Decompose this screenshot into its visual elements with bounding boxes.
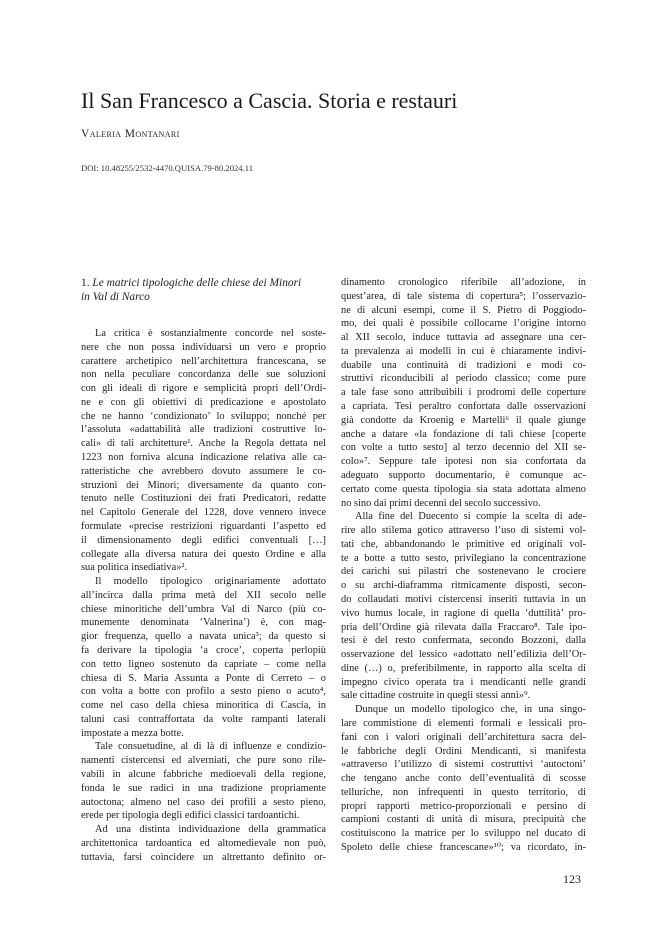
- text-line: Spoleto delle chiese francescane»¹⁰; va ricordato, in-: [341, 842, 586, 854]
- text-line: costituiscono la matrice per lo sviluppo nel ducato di: [341, 828, 586, 840]
- text-line: no sino dai primi decenni del secolo successivo.: [341, 497, 541, 509]
- text-line: La critica è sostanzialmente concorde nel soste-: [95, 328, 326, 339]
- text-line: struttivi riconducibili al periodo classico; come pure: [341, 373, 586, 385]
- text-line: vivo humus locale, in ragione di quella ‘duttilità’ pro-: [341, 607, 586, 619]
- right-column-text: [341, 276, 586, 855]
- text-line: gior frequenza, quello a navata unica³; da questo si: [81, 631, 326, 643]
- text-line: rire allo stilema gotico attraverso l’uso di sistemi vol-: [341, 525, 586, 537]
- author-name: Valeria Montanari: [81, 128, 180, 140]
- text-line: come nel caso della chiesa minoritica di Cascia, in: [81, 700, 326, 712]
- text-line: tesi è del resto confermata, secondo Bozzoni, dalla: [341, 635, 586, 647]
- text-line: tati che, abbandonando le primitive ed originali vol-: [341, 538, 586, 550]
- text-line: lare commistione di elementi formali e lessicali pro-: [341, 718, 586, 729]
- text-line: duabile una continuità di tradizioni e modi co-: [341, 359, 586, 371]
- text-line: cali» di tali architetture¹. Anche la Regola dettata nel: [81, 438, 326, 450]
- text-line: dinamento cronologico riferibile all’adozione, in: [341, 277, 586, 288]
- text-line: chiese minoritiche dell’umbra Val di Narco (più co-: [81, 603, 326, 615]
- text-line: osservazione del lessico «adottato nell’edilizia dell’Or-: [341, 649, 586, 661]
- text-line: fani con i valori originali dell’architettura sacra del-: [341, 731, 586, 743]
- text-line: campioni costanti di unità di misura, precipuità che: [341, 814, 586, 826]
- text-line: munemente denominata ‘Valnerina’) è, con mag-: [81, 617, 326, 629]
- left-column-text: [81, 327, 326, 864]
- text-line: colo»⁷. Seppure tale ipotesi non sia confortata da: [341, 456, 586, 468]
- text-line: tuttavia, farsi coincidere un altrettanto definito or-: [81, 851, 326, 863]
- section-title-part-2: in Val di Narco: [81, 291, 150, 303]
- text-line: dine (…) o, preferibilmente, in rapporto alla scelta di: [341, 662, 586, 674]
- text-line: namenti cistercensi ed alverniati, che pure sono rile-: [81, 755, 326, 767]
- text-line: carattere archetipico nell’architettura francescana, se: [81, 355, 326, 367]
- text-line: propri rapporti metrico-proporzionali e persino di: [341, 800, 586, 812]
- text-line: a tale fase sono attribuibili i prodromi delle coperture: [341, 387, 586, 399]
- text-line: taluni casi contraffortata da volte rampanti laterali: [81, 713, 326, 725]
- text-line: «attraverso l’utilizzo di sistemi costruttivi ‘autoctoni’: [341, 759, 586, 771]
- text-line: che ne hanno ‘condizionato’ lo sviluppo; nonché per: [81, 410, 326, 422]
- text-line: Alla fine del Duecento si compie la scelta di ade-: [355, 511, 586, 523]
- text-line: sale cittadine costruite in quegli stessi anni»⁹.: [341, 690, 531, 702]
- text-line: il dimensionamento degli edifici conventuali […]: [81, 534, 326, 546]
- text-line: quest’area, di tale sistema di copertura⁵; l’osservazio-: [341, 290, 586, 302]
- text-line: vabili in alcune fabbriche medioevali della regione,: [81, 769, 326, 780]
- text-line: anche a datare «la fondazione di tali chiese [coperte: [341, 428, 586, 440]
- text-line: nel Capitolo Generale del 1228, dove vennero invece: [81, 507, 326, 519]
- text-line: erede per tipologia degli edifici classici tardoantichi.: [81, 810, 300, 822]
- text-line: ne e con gli obiettivi di predicazione e apostolato: [81, 396, 326, 408]
- article-title: Il San Francesco a Cascia. Storia e restauri: [81, 88, 458, 113]
- text-line: ne di alcuni esempi, come il S. Pietro di Poggiodo-: [341, 304, 586, 316]
- text-line: o su archi-diaframma ritmicamente disposti, secon-: [341, 580, 586, 592]
- text-line: adeguato supporto documentario, è comunque ac-: [341, 469, 586, 481]
- text-line: chiesa di S. Maria Assunta a Ponte di Cerreto – o: [81, 672, 326, 684]
- text-line: Il modello tipologico originariamente adottato: [95, 576, 326, 588]
- section-heading-line-1: [81, 276, 326, 290]
- text-line: formulate «precise restrizioni riguardanti l’aspetto ed: [81, 520, 326, 532]
- text-line: al XII secolo, induce tuttavia ad assegnare una cer-: [341, 332, 586, 344]
- text-line: mo, dei quali è possibile collocarne l’origine intorno: [341, 318, 586, 330]
- text-line: l’assoluta «adattabilità alle tradizioni costruttive lo-: [81, 424, 326, 436]
- text-line: collegate alla diversa natura dei questo Ordine e alla: [81, 548, 326, 560]
- text-line: già condotte da Kroenig e Martelli⁶ il quale giunge: [341, 414, 586, 426]
- text-line: Dunque un modello tipologico che, in una singo-: [355, 704, 586, 716]
- section-title-part-1: Le matrici tipologiche delle chiese dei Minori: [92, 277, 302, 289]
- text-line: struzioni dei Minori; diversamente da quanto con-: [81, 479, 326, 491]
- text-line: a capriata. Tesi peraltro confortata dalle osservazioni: [341, 401, 586, 413]
- text-line: sua politica insediativa»².: [81, 562, 188, 574]
- text-line: telluriche, non infrequenti in questo territorio, di: [341, 786, 586, 798]
- text-line: fonda le sue radici in una tradizione propriamente: [81, 782, 326, 794]
- text-line: impostate a mezza botte.: [81, 727, 184, 739]
- section-heading: [81, 276, 326, 304]
- text-line: autoctona; almeno nel caso dei profili a sesto pieno,: [81, 796, 326, 808]
- text-line: con gli ideali di rigore e semplicità propri dell’Ordi-: [81, 383, 326, 395]
- right-column: [341, 276, 586, 855]
- text-line: 1223 non forniva alcuna indicazione relativa alle ca-: [81, 452, 326, 464]
- text-line: do collaudati motivi cistercensi inseriti tuttavia in un: [341, 593, 586, 605]
- text-line: ratteristiche che avrebbero dovuto assumere le co-: [81, 465, 326, 477]
- doi-line: DOI: 10.48255/2532-4470.QUISA.79-80.2024.11: [81, 163, 254, 173]
- text-line: ta prevalenza ai modelli in cui è chiaramente indivi-: [341, 345, 586, 357]
- text-line: fa derivare la tipologia ‘a croce’, coperta perlopiù: [81, 644, 326, 656]
- text-line: impegno civico operata tra i mendicanti nelle grandi: [341, 676, 586, 688]
- text-line: non nella peculiare concordanza delle sue soluzioni: [81, 369, 326, 381]
- text-line: pria dell’Ordine già rilevata dalla Fraccaro⁸. Tale ipo-: [341, 621, 586, 633]
- left-column: [81, 276, 326, 864]
- text-line: all’incirca dalla prima metà del XII secolo nelle: [81, 589, 326, 601]
- text-line: con tetto ligneo sostenuto da capriate – come nella: [81, 658, 326, 670]
- text-line: le fabbriche degli Ordini Mendicanti, si manifesta: [341, 745, 586, 757]
- text-line: Ad una distinta individuazione della grammatica: [95, 824, 326, 836]
- text-line: tenuto nelle Costituzioni dei frati Predicatori, redatte: [81, 493, 326, 505]
- page-number: 123: [563, 872, 581, 886]
- text-line: te a botte a tutto sesto, privilegiano la concentrazione: [341, 552, 586, 564]
- text-line: nere che non possa individuarsi un vero e proprio: [81, 341, 326, 353]
- text-line: con volta a botte con profilo a sesto pieno o acuto⁴,: [81, 686, 326, 698]
- text-line: con volte a tutto sesto] al terzo decennio del XII se-: [341, 442, 586, 454]
- text-line: certato come questa tipologia sia stata adottata almeno: [341, 483, 586, 495]
- section-number: 1.: [81, 277, 90, 289]
- text-line: dei carichi sui pilastri che sostenevano le crociere: [341, 566, 586, 578]
- text-line: che tengano anche conto dell’eventualità di scosse: [341, 773, 586, 785]
- text-line: architettonica tardoantica ed altomedievale non può,: [81, 837, 326, 849]
- text-line: Tale consuetudine, al di là di influenze e condizio-: [95, 741, 326, 753]
